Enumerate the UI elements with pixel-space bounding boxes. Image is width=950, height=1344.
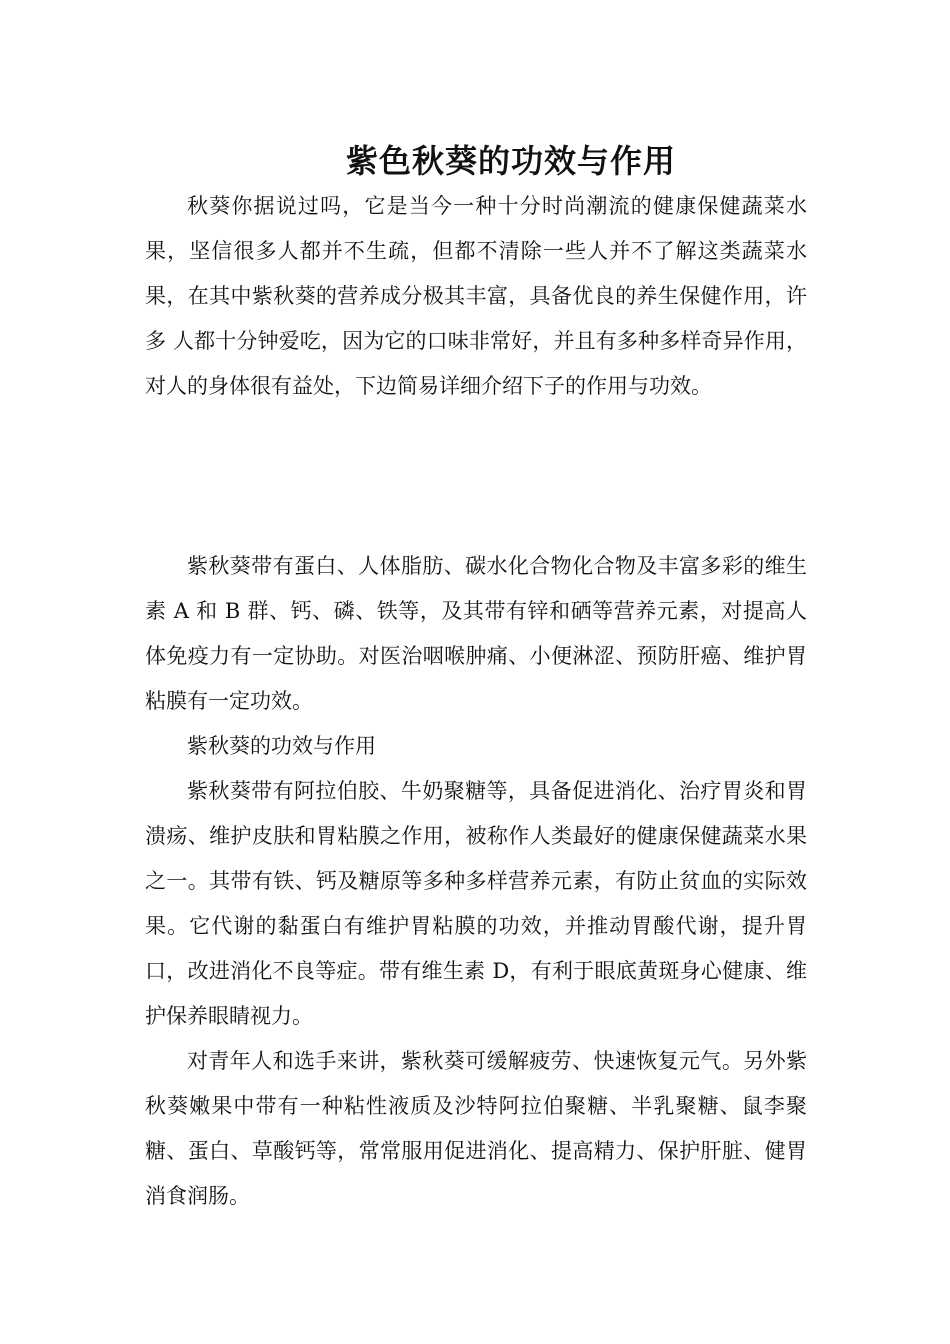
document-title: 紫色秋葵的功效与作用	[345, 142, 676, 181]
section-heading: 紫秋葵的功效与作用	[187, 734, 376, 758]
paragraph-effects: 紫秋葵带有阿拉伯胶、牛奶聚糖等，具备促进消化、治疗胃炎和胃溃疡、维护皮肤和胃粘膜之作用，被称作人类最好的健康保健蔬菜水果之一。其带有铁、钙及糖原等多种多样营养元素，有防止贫血的实际效果。它代谢的黏蛋白有维护胃粘膜的功效，并推动胃酸代谢，提升胃口，改进消化不良等症。带有维生素 D，有利于眼底黄斑身心健康、维护保养眼睛视力。	[145, 779, 807, 1028]
intro-section	[145, 184, 807, 409]
paragraph-intro: 秋葵你据说过吗，它是当今一种十分时尚潮流的健康保健蔬菜水果，坚信很多人都并不生疏，但都不清除一些人并不了解这类蔬菜水果，在其中紫秋葵的营养成分极其丰富，具备优良的养生保健作用，许多 人都十分钟爱吃，因为它的口味非常好，并且有多种多样奇异作用，对人的身体很有益处，下边简易详细介绍下子的作用与功效。	[145, 194, 807, 398]
paragraph-nutrients: 紫秋葵带有蛋白、人体脂肪、碳水化合物化合物及丰富多彩的维生素 A 和 B 群、钙、磷、铁等，及其带有锌和硒等营养元素，对提高人体免疫力有一定协助。对医治咽喉肿痛、小便淋涩、预防肝癌、维护胃粘膜有一定功效。	[145, 554, 807, 713]
paragraph-athletes: 对青年人和选手来讲，紫秋葵可缓解疲劳、快速恢复元气。另外紫秋葵嫩果中带有一种粘性液质及沙特阿拉伯聚糖、半乳聚糖、鼠李聚糖、蛋白、草酸钙等，常常服用促进消化、提高精力、保护肝脏、健胃消食润肠。	[145, 1049, 807, 1208]
content-section	[145, 544, 807, 1219]
